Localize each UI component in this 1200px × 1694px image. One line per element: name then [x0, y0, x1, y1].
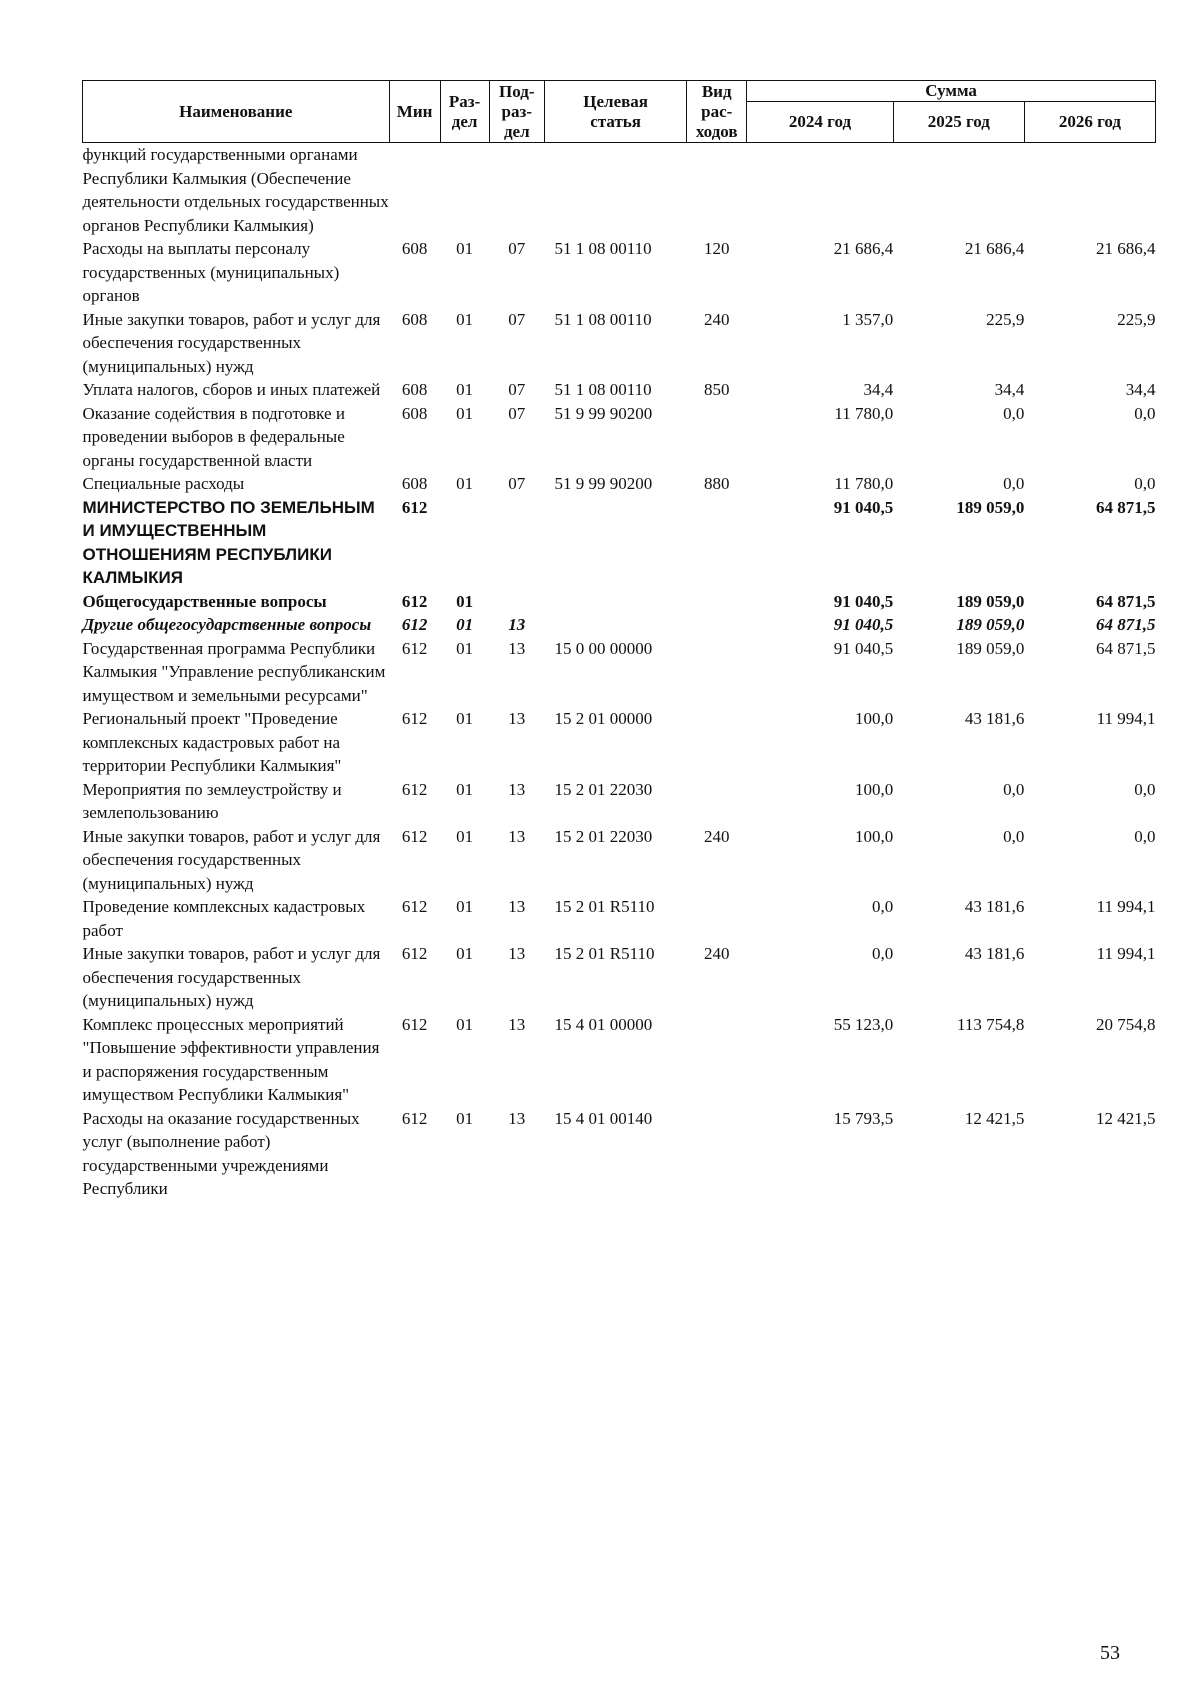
- cell-min: 612: [401, 591, 428, 611]
- cell-y2024: 100,0: [855, 826, 894, 846]
- cell-name: Расходы на выплаты персоналу государственных (муниципальных) органов: [82, 239, 340, 305]
- cell-y2026: 0,0: [1134, 403, 1156, 423]
- cell-name: Государственная программа Республики Калмыкия "Управление республиканским имуществом и земельными ресурсами": [82, 638, 386, 705]
- cell-razdel: 01: [456, 615, 474, 634]
- cell-min: 612: [401, 826, 428, 846]
- cell-min: 608: [401, 474, 428, 493]
- cell-target: 15 4 01 00000: [554, 1014, 653, 1034]
- cell-target: 15 2 01 00000: [554, 709, 653, 728]
- table-row: [83, 496, 1156, 590]
- table-row: [83, 942, 1156, 1013]
- table-row: [83, 707, 1156, 778]
- cell-y2024: 91 040,5: [833, 591, 894, 611]
- cell-target: [545, 496, 687, 590]
- cell-vid: [687, 143, 747, 238]
- cell-vid: 240: [703, 944, 730, 963]
- cell-name: Общегосударственные вопросы: [82, 591, 327, 611]
- budget-page: [82, 80, 1156, 1201]
- cell-target: 51 9 99 90200: [554, 474, 653, 493]
- cell-min: [389, 143, 440, 238]
- cell-razdel: [440, 496, 489, 590]
- cell-target: 51 1 08 00110: [554, 239, 652, 258]
- header-year-2024: 2024 год: [747, 102, 894, 143]
- cell-vid: 240: [703, 309, 730, 329]
- budget-table: [82, 80, 1156, 1201]
- cell-razdel: 01: [456, 380, 474, 399]
- cell-y2026: 225,9: [1117, 309, 1156, 329]
- cell-podrazdel: 13: [508, 779, 526, 799]
- cell-name: Оказание содействия в подготовке и проведении выборов в федеральные органы государственной власти: [82, 403, 345, 470]
- cell-y2026: 0,0: [1134, 474, 1156, 493]
- cell-y2024: 55 123,0: [833, 1014, 894, 1034]
- cell-podrazdel: 07: [508, 380, 526, 399]
- cell-target: 15 0 00 00000: [554, 638, 653, 658]
- cell-name: Комплекс процессных мероприятий "Повышение эффективности управления и распоряжения государственным имуществом Республики Калмыкия": [82, 1014, 380, 1104]
- cell-name: Иные закупки товаров, работ и услуг для обеспечения государственных (муниципальных) нужд: [82, 309, 381, 376]
- cell-y2026: 11 994,1: [1096, 897, 1156, 916]
- cell-razdel: 01: [456, 709, 474, 728]
- cell-target: 51 1 08 00110: [554, 309, 652, 329]
- cell-target: [545, 143, 687, 238]
- table-row: [83, 1013, 1156, 1107]
- page-number: 53: [1100, 1642, 1120, 1664]
- cell-target: 15 2 01 22030: [554, 779, 653, 799]
- cell-vid: 240: [703, 826, 730, 846]
- cell-y2026: 64 871,5: [1096, 615, 1156, 634]
- cell-name: Региональный проект "Проведение комплексных кадастровых работ на территории Республики Калмыкия": [82, 709, 342, 775]
- cell-min: 612: [401, 638, 428, 658]
- cell-razdel: 01: [456, 1014, 474, 1034]
- cell-y2025: 189 059,0: [956, 615, 1025, 634]
- table-row: [83, 378, 1156, 402]
- cell-name: МИНИСТЕРСТВО ПО ЗЕМЕЛЬНЫМ И ИМУЩЕСТВЕННЫМ ОТНОШЕНИЯМ РЕСПУБЛИКИ КАЛМЫКИЯ: [82, 497, 375, 587]
- cell-y2025: 0,0: [1003, 474, 1025, 493]
- cell-name: Проведение комплексных кадастровых работ: [82, 897, 366, 940]
- cell-y2026: 11 994,1: [1096, 709, 1156, 728]
- cell-y2024: 100,0: [855, 779, 894, 799]
- cell-min: 608: [401, 380, 428, 399]
- cell-razdel: 01: [456, 944, 474, 963]
- cell-y2026: 64 871,5: [1096, 638, 1156, 658]
- cell-razdel: 01: [456, 474, 474, 493]
- cell-vid: [687, 590, 747, 614]
- cell-y2026: 12 421,5: [1096, 1108, 1156, 1128]
- cell-y2026: 34,4: [1125, 380, 1156, 399]
- table-row: [83, 637, 1156, 708]
- table-row: [83, 308, 1156, 379]
- cell-y2024: 11 780,0: [834, 474, 894, 493]
- table-row: [83, 613, 1156, 637]
- cell-y2025: 0,0: [1003, 403, 1025, 423]
- cell-y2024: 0,0: [872, 897, 894, 916]
- cell-y2024: 21 686,4: [833, 239, 894, 258]
- cell-min: 612: [401, 615, 428, 634]
- cell-vid: [687, 613, 747, 637]
- table-row: [83, 825, 1156, 896]
- cell-razdel: 01: [456, 591, 474, 611]
- cell-podrazdel: 13: [508, 826, 526, 846]
- cell-target: 15 4 01 00140: [554, 1108, 653, 1128]
- table-header: [83, 81, 1156, 143]
- cell-target: 51 1 08 00110: [554, 380, 652, 399]
- cell-target: 15 2 01 22030: [554, 826, 653, 846]
- cell-name: Иные закупки товаров, работ и услуг для обеспечения государственных (муниципальных) нужд: [82, 944, 381, 1010]
- cell-min: 608: [401, 403, 428, 423]
- cell-podrazdel: 13: [508, 944, 526, 963]
- cell-podrazdel: 13: [508, 709, 526, 728]
- cell-y2026: 20 754,8: [1096, 1014, 1156, 1034]
- table-row: [83, 143, 1156, 238]
- cell-podrazdel: [489, 590, 545, 614]
- cell-y2025: 113 754,8: [956, 1014, 1025, 1034]
- header-min: Мин: [389, 81, 440, 143]
- cell-podrazdel: [489, 496, 545, 590]
- cell-y2025: 43 181,6: [964, 897, 1025, 916]
- cell-min: 612: [401, 1014, 428, 1034]
- table-body: [83, 143, 1156, 1201]
- cell-razdel: 01: [456, 239, 474, 258]
- cell-podrazdel: 07: [508, 309, 526, 329]
- cell-y2025: 225,9: [986, 309, 1025, 329]
- cell-vid: [687, 402, 747, 473]
- header-sum: Сумма: [747, 81, 1156, 102]
- cell-target: [545, 590, 687, 614]
- cell-vid: [687, 778, 747, 825]
- cell-y2024: 91 040,5: [833, 638, 894, 658]
- cell-vid: 850: [703, 380, 730, 399]
- table-row: [83, 895, 1156, 942]
- cell-min: 612: [401, 779, 428, 799]
- cell-podrazdel: 07: [508, 239, 526, 258]
- cell-y2025: 0,0: [1003, 826, 1025, 846]
- cell-y2025: [893, 143, 1024, 238]
- cell-name: Расходы на оказание государственных услуг (выполнение работ) государственными учреждениями Республики: [82, 1108, 360, 1198]
- cell-podrazdel: 07: [508, 403, 526, 423]
- cell-vid: 120: [703, 239, 730, 258]
- cell-y2024: 100,0: [855, 709, 894, 728]
- cell-min: 612: [401, 709, 428, 728]
- cell-y2024: 11 780,0: [834, 403, 894, 423]
- cell-y2024: 15 793,5: [833, 1108, 894, 1128]
- cell-y2025: 189 059,0: [956, 497, 1025, 517]
- cell-y2026: 0,0: [1134, 826, 1156, 846]
- header-razdel: Раз- дел: [440, 81, 489, 143]
- cell-y2024: [747, 143, 894, 238]
- table-row: [83, 237, 1156, 308]
- cell-target: 51 9 99 90200: [554, 403, 653, 423]
- cell-target: 15 2 01 R5110: [554, 944, 655, 963]
- cell-podrazdel: 13: [508, 1108, 526, 1128]
- cell-y2026: 64 871,5: [1096, 591, 1156, 611]
- cell-y2026: 21 686,4: [1096, 239, 1156, 258]
- header-year-2026: 2026 год: [1024, 102, 1155, 143]
- table-row: [83, 778, 1156, 825]
- cell-y2024: 34,4: [863, 380, 894, 399]
- cell-name: Другие общегосударственные вопросы: [82, 615, 372, 634]
- cell-y2026: 11 994,1: [1096, 944, 1156, 963]
- cell-y2026: 64 871,5: [1096, 497, 1156, 517]
- cell-razdel: 01: [456, 826, 474, 846]
- header-vid: Вид рас- ходов: [687, 81, 747, 143]
- cell-razdel: 01: [456, 638, 474, 658]
- table-row: [83, 1107, 1156, 1201]
- cell-vid: 880: [703, 474, 730, 493]
- cell-name: Специальные расходы: [82, 474, 245, 493]
- header-podrazdel: Под- раз- дел: [489, 81, 545, 143]
- cell-vid: [687, 1107, 747, 1201]
- cell-y2025: 43 181,6: [964, 709, 1025, 728]
- cell-min: 612: [401, 1108, 428, 1128]
- cell-name: Иные закупки товаров, работ и услуг для обеспечения государственных (муниципальных) нужд: [82, 826, 381, 893]
- cell-razdel: 01: [456, 403, 474, 423]
- cell-y2024: 91 040,5: [833, 497, 894, 517]
- cell-vid: [687, 637, 747, 708]
- cell-min: 612: [401, 497, 428, 517]
- cell-podrazdel: 13: [508, 897, 526, 916]
- cell-podrazdel: 13: [508, 638, 526, 658]
- table-row: [83, 472, 1156, 496]
- cell-min: 608: [401, 309, 428, 329]
- cell-y2025: 12 421,5: [964, 1108, 1025, 1128]
- cell-name: функций государственными органами Республики Калмыкия (Обеспечение деятельности отдельных государственных органов Республики Калмыкия): [82, 145, 389, 235]
- cell-razdel: 01: [456, 779, 474, 799]
- cell-y2024: 1 357,0: [842, 309, 894, 329]
- cell-name: Мероприятия по землеустройству и землепользованию: [82, 779, 342, 822]
- cell-vid: [687, 1013, 747, 1107]
- cell-razdel: 01: [456, 309, 474, 329]
- cell-y2025: 34,4: [994, 380, 1025, 399]
- cell-podrazdel: 13: [508, 615, 526, 634]
- cell-vid: [687, 496, 747, 590]
- cell-razdel: 01: [456, 897, 474, 916]
- cell-y2026: 0,0: [1134, 779, 1156, 799]
- cell-y2024: 91 040,5: [833, 615, 894, 634]
- cell-y2025: 43 181,6: [964, 944, 1025, 963]
- cell-y2025: 0,0: [1003, 779, 1025, 799]
- cell-razdel: 01: [456, 1108, 474, 1128]
- cell-vid: [687, 707, 747, 778]
- header-target: Целевая статья: [545, 81, 687, 143]
- cell-name: Уплата налогов, сборов и иных платежей: [82, 380, 381, 399]
- cell-y2025: 189 059,0: [956, 638, 1025, 658]
- cell-y2025: 21 686,4: [964, 239, 1025, 258]
- cell-y2026: [1024, 143, 1155, 238]
- table-row: [83, 590, 1156, 614]
- cell-podrazdel: 13: [508, 1014, 526, 1034]
- cell-podrazdel: 07: [508, 474, 526, 493]
- cell-min: 612: [401, 897, 428, 916]
- cell-podrazdel: [489, 143, 545, 238]
- cell-min: 612: [401, 944, 428, 963]
- cell-razdel: [440, 143, 489, 238]
- table-row: [83, 402, 1156, 473]
- cell-vid: [687, 895, 747, 942]
- cell-min: 608: [401, 239, 428, 258]
- cell-target: 15 2 01 R5110: [554, 897, 655, 916]
- cell-y2025: 189 059,0: [956, 591, 1025, 611]
- cell-y2024: 0,0: [872, 944, 894, 963]
- header-year-2025: 2025 год: [893, 102, 1024, 143]
- cell-target: [545, 613, 687, 637]
- header-name: Наименование: [83, 81, 390, 143]
